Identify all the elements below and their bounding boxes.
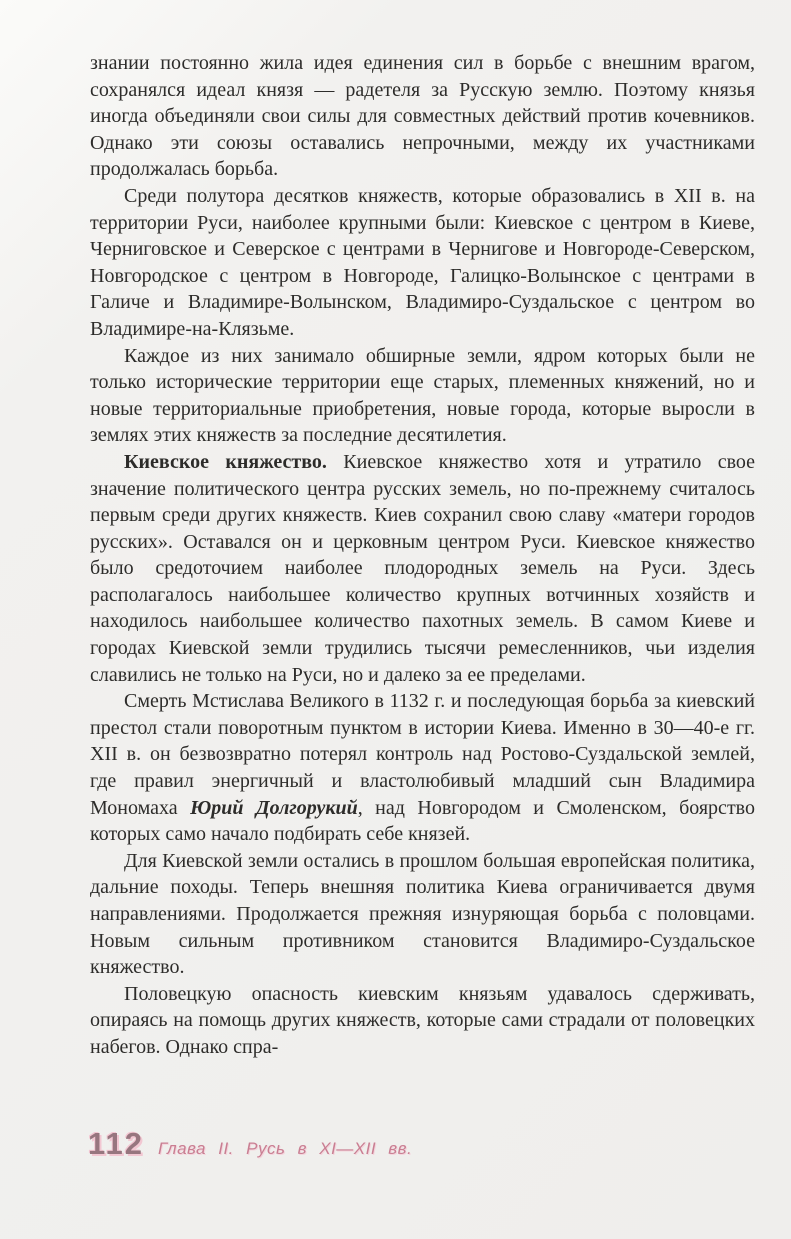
text-segment: знании постоянно жила идея единения сил в борьбе с внешним врагом, сохранялся идеал князя — радетеля за Русскую землю. Поэтому князья иногда объединяли свои силы для совместных действий против кочевников. Однако эти союзы оставались непрочными, между их участниками продолжалась борьба. — [90, 52, 755, 181]
page-footer — [88, 1126, 412, 1162]
paragraph — [90, 848, 755, 981]
text-segment: Среди полутора десятков княжеств, которые образовались в XII в. на территории Руси, наиболее крупными были: Киевское с центром в Киеве, Черниговское и Северское с центрами в Чернигове и Новгороде-Северском, Новгородское с центром в Новгороде, Галицко-Волынское с центрами в Галиче и Владимире-Волынском, Владимиро-Суздальское с центром во Владимире-на-Клязьме. — [90, 184, 755, 340]
bold-segment: Киевское княжество. — [124, 450, 344, 473]
text-segment: Половецкую опасность киевским князьям удавалось сдерживать, опираясь на помощь других княжеств, которые сами страдали от половецких набегов. Однако спра- — [90, 982, 755, 1058]
paragraph — [90, 343, 755, 449]
paragraph — [90, 688, 755, 848]
text-segment: Смерть Мстислава Великого в 1132 г. и последующая борьба за киевский престол стали поворотным пунктом в истории Киева. Именно в 30—40-е гг. XII в. он безвозвратно потерял контроль над Ростово-Суздальской землей, где правил энергичный и властолюбивый младший сын Владимира Мономаха — [90, 690, 755, 819]
page-number: 112 — [88, 1126, 145, 1161]
text-column — [90, 50, 755, 1115]
text-segment: Киевское княжество хотя и утратило свое значение политического центра русских земель, но по-прежнему считалось первым среди других княжеств. Киев сохранил свою славу «матери городов русских». Оставался он и церковным центром Руси. Киевское княжество было средоточием наиболее плодородных земель на Руси. Здесь располагалось наибольшее количество крупных вотчинных хозяйств и находилось наибольшее количество пахотных земель. В самом Киеве и городах Киевской земли трудились тысячи ремесленников, чьи изделия славились не только на Руси, но и далеко за ее пределами. — [90, 450, 755, 686]
text-segment: Для Киевской земли остались в прошлом большая европейская политика, дальние походы. Теперь внешняя политика Киева ограничивается двумя направлениями. Продолжается прежняя изнуряющая борьба с половцами. Новым сильным противником становится Владимиро-Суздальское княжество. — [90, 849, 755, 979]
paragraph — [90, 981, 755, 1061]
text-segment: Каждое из них занимало обширные земли, ядром которых были не только исторические территории еще старых, племенных княжений, но и новые территориальные приобретения, новые города, которые выросли в землях этих княжеств за последние десятилетия. — [90, 344, 755, 447]
paragraph — [90, 183, 755, 343]
chapter-title: Глава II. Русь в XI—XII вв. — [158, 1139, 413, 1158]
text-segment: , над Новгородом и Смоленском, боярство которых само начало подбирать себе князей. — [90, 796, 755, 846]
paragraph — [90, 449, 755, 688]
paragraph — [90, 50, 755, 183]
bold-italic-segment: Юрий Долгорукий — [190, 796, 358, 819]
